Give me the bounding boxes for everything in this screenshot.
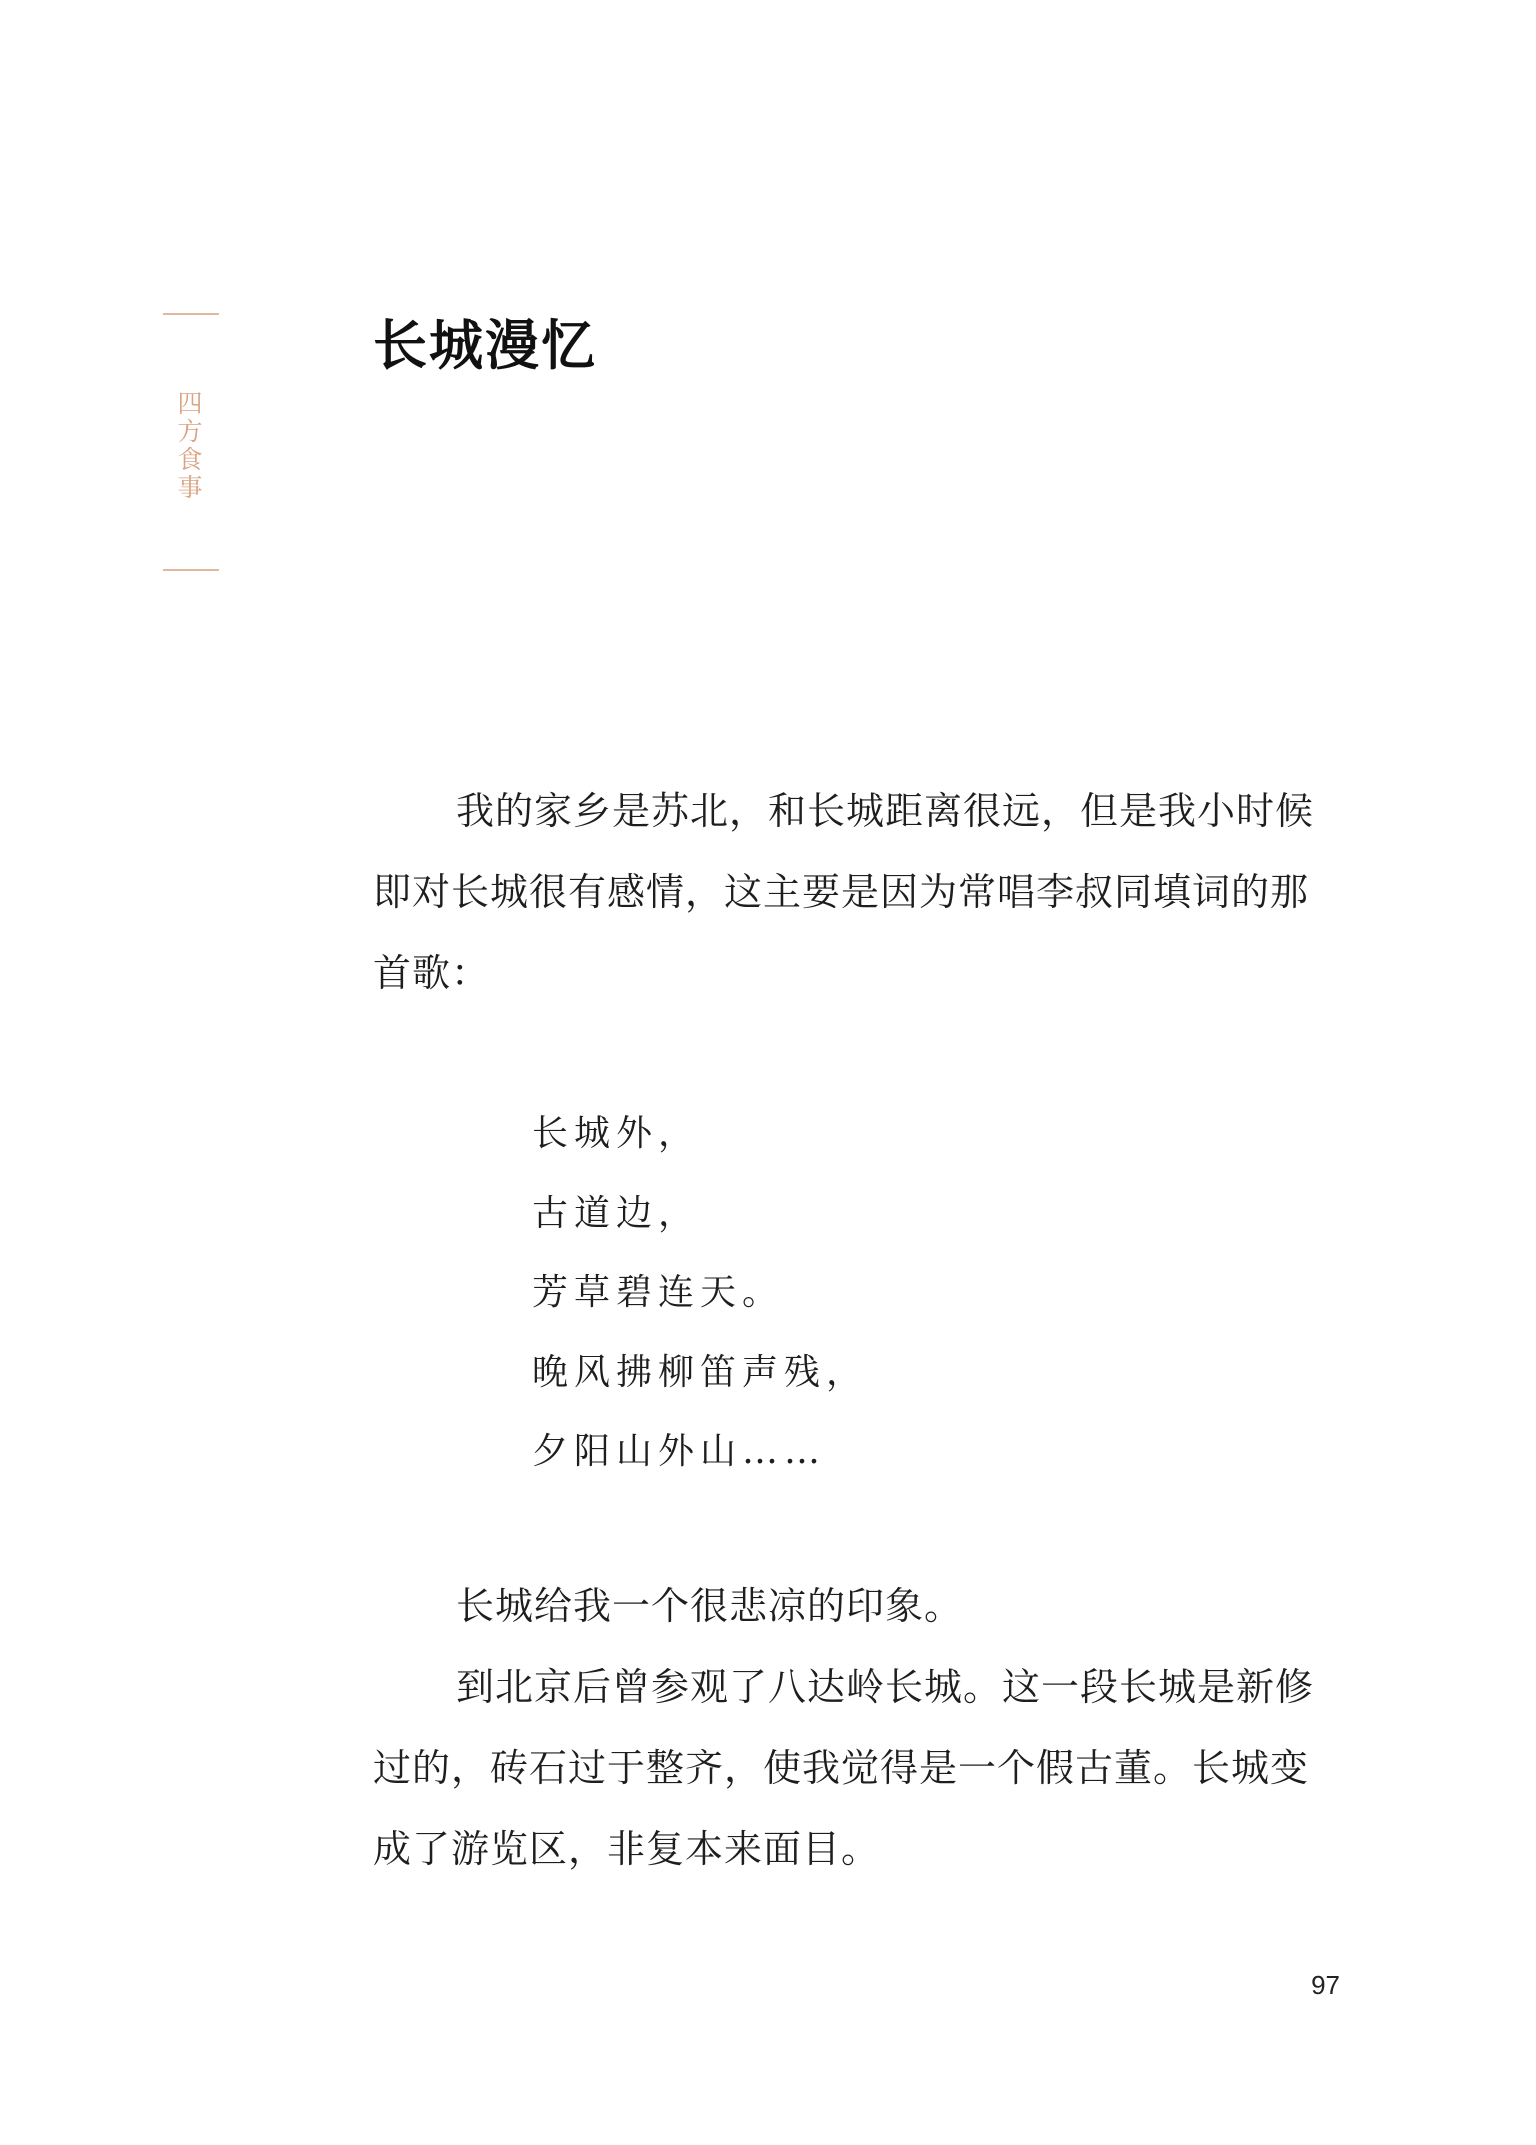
poem-line: 古道边，: [532, 1192, 701, 1234]
poem-line: 夕阳山外山……: [532, 1431, 827, 1472]
poem-line: 芳草碧连天。: [532, 1272, 785, 1313]
body-paragraph: 长城给我一个很悲凉的印象。: [456, 1584, 964, 1628]
page-number: 97: [1311, 1970, 1340, 2000]
poem-block: [532, 1094, 868, 1492]
sidebar-bottom-rule: [163, 569, 219, 571]
sidebar-section-char: 方: [177, 417, 203, 446]
poem-line: 晚风拂柳笛声残，: [532, 1351, 869, 1393]
sidebar-section-char: 食: [177, 445, 203, 474]
body-paragraph: 我的家乡是苏北，和长城距离很远，但是我小时候即对长城很有感情，这主要是因为常唱李叔同填词的那首歌：: [373, 789, 1315, 995]
body-paragraph: 到北京后曾参观了八达岭长城。这一段长城是新修过的，砖石过于整齐，使我觉得是一个假古董。长城变成了游览区，非复本来面目。: [373, 1665, 1315, 1871]
sidebar-top-rule: [163, 313, 219, 315]
sidebar-section-char: 事: [177, 473, 203, 502]
page-title: 长城漫忆: [373, 313, 597, 377]
sidebar-section-char: 四: [177, 389, 203, 418]
poem-line: 长城外，: [532, 1113, 701, 1154]
sidebar-section-label: [172, 390, 208, 502]
